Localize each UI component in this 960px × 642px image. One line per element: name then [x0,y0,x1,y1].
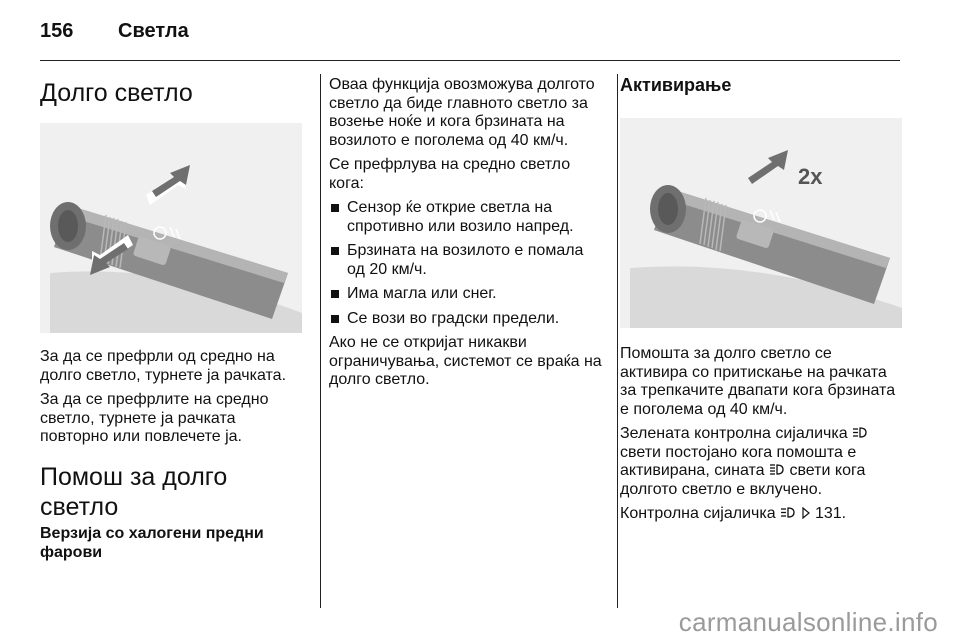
list-item: Се вози во градски предели. [329,310,605,329]
paragraph: Ако не се откријат никакви ограничувања, системот се враќа на долго светло. [329,334,602,388]
paragraph: Оваа функција овозможува долгото светло да биде главното светло за возење ноќе и кога брзината на возилото е поголема од 40 км/ч. [329,76,595,149]
text-run: Контролна сијаличка [620,505,776,522]
stalk-illustration [620,118,902,328]
paragraph: За да се префрли од средно на долго светло, турнете ја рачката. [40,348,287,384]
column-divider-2 [617,74,618,608]
auto-high-beam-icon [852,426,868,439]
column-1 [40,74,302,562]
list-item: Брзината на возилото е помала од 20 км/ч. [329,242,605,279]
text-run: Зелената контролна сијаличка [620,425,848,442]
paragraph: За да се префрлите на средно светло, турнете ја рачката повторно или повлечете ја. [40,391,269,445]
stalk-illustration [40,123,302,333]
section-heading: Помош за долго светло [40,462,228,521]
text-run: свети постојано кога помошта е активирана, сината [620,443,857,479]
column-2 [329,74,605,390]
header-divider [40,60,900,61]
watermark: carmanualsonline.info [678,607,938,637]
headlight-stalk-icon [620,118,902,328]
paragraph: Се префрлува на средно светло кога: [329,156,571,192]
list-item: Има магла или снег. [329,285,605,304]
bullet-list [329,199,605,328]
page-ref-arrow-icon [801,507,811,519]
section-title: Светла [118,20,189,42]
column-3 [620,74,902,524]
column-divider-1 [320,74,321,608]
auto-high-beam-icon [780,506,796,519]
paragraph [620,425,902,499]
high-beam-icon [769,463,785,476]
section-heading: Долго светло [40,79,193,107]
text-run: свети кога долгото светло е вклучено. [620,462,866,498]
page-reference: 131. [814,505,847,522]
section-heading: Активирање [620,75,732,95]
paragraph: Помошта за долго светло се активира со притискање на рачката за трепкачите двапати кога брзината е поголема од 40 км/ч. [620,345,896,418]
list-item: Сензор ќе открие светла на спротивно или возило напред. [329,199,605,236]
subsection-heading: Верзија со халогени предни фарови [40,524,264,561]
figure-label: 2x [798,164,823,189]
headlight-stalk-icon [40,123,302,333]
paragraph [620,505,902,524]
page-number: 156 [40,20,74,42]
